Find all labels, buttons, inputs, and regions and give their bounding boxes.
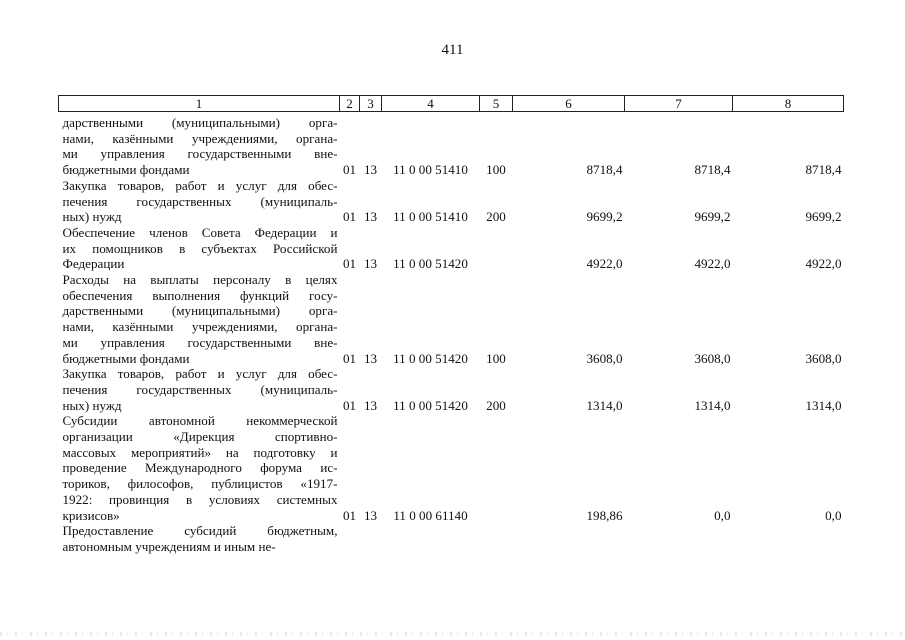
subsection-code: 13	[363, 507, 378, 523]
description-line: ных) нужд	[62, 397, 122, 413]
description-line: дарственными (муниципальными) орга-	[62, 303, 338, 319]
target-article-code: 11 0 00 51420	[393, 256, 468, 272]
target-article-code: 11 0 00 51420	[393, 350, 468, 366]
description-line: печения государственных (муниципаль-	[62, 193, 338, 209]
description-line: проведение Международного форума ис-	[62, 460, 338, 476]
table-row	[59, 225, 844, 272]
amount-year-3: 0,0	[825, 507, 842, 523]
expense-type-code	[480, 225, 513, 272]
description-line: ных) нужд	[62, 209, 122, 225]
description-line: Субсидии автономной некоммерческой	[62, 413, 338, 429]
page-number: 411	[441, 42, 464, 58]
section-code: 01	[342, 507, 357, 523]
column-header-2: 2	[340, 96, 360, 112]
column-header-1: 1	[59, 96, 340, 112]
column-header-4: 4	[382, 96, 480, 112]
amount-year-1: 4922,0	[586, 256, 623, 272]
row-description	[59, 366, 340, 413]
section-code: 01	[342, 162, 357, 178]
subsection-code: 13	[363, 162, 378, 178]
description-line: дарственными (муниципальными) орга-	[62, 115, 338, 130]
target-article-code: 11 0 00 51410	[393, 162, 468, 178]
amount-year-1: 9699,2	[586, 209, 623, 225]
description-line: массовых мероприятий» на подготовку и	[62, 444, 338, 460]
amount-year-3: 8718,4	[805, 162, 842, 178]
expense-type-code: 100	[486, 350, 506, 366]
expense-type-code: 200	[486, 397, 506, 413]
description-line: ториков, философов, публицистов «1917-	[62, 476, 338, 492]
amount-year-1	[513, 523, 625, 554]
amount-year-2	[625, 523, 733, 554]
target-article-code: 11 0 00 61140	[393, 507, 468, 523]
table-row	[59, 115, 844, 178]
subsection-code: 13	[363, 256, 378, 272]
row-description	[59, 115, 340, 178]
target-article-code: 11 0 00 51420	[393, 397, 468, 413]
target-article-code	[382, 523, 480, 554]
column-header-6: 6	[513, 96, 625, 112]
row-description	[59, 272, 340, 366]
amount-year-1: 3608,0	[586, 350, 623, 366]
row-description	[59, 523, 340, 554]
table-row	[59, 413, 844, 523]
amount-year-1: 1314,0	[586, 397, 623, 413]
section-code: 01	[342, 397, 357, 413]
expense-type-code	[480, 413, 513, 523]
description-line: печения государственных (муниципаль-	[62, 381, 338, 397]
column-header-8: 8	[733, 96, 844, 112]
subsection-code: 13	[363, 350, 378, 366]
table-body	[59, 115, 844, 555]
table-row	[59, 523, 844, 554]
description-line: Обеспечение членов Совета Федерации и	[62, 224, 338, 240]
amount-year-3: 4922,0	[805, 256, 842, 272]
amount-year-3: 1314,0	[805, 397, 842, 413]
table-row	[59, 272, 844, 366]
description-line: нами, казёнными учреждениями, органа-	[62, 319, 338, 335]
amount-year-2: 1314,0	[694, 397, 731, 413]
description-line: Предоставление субсидий бюджетным,	[62, 523, 338, 539]
amount-year-2: 9699,2	[694, 209, 731, 225]
scan-noise	[0, 632, 905, 636]
expense-type-code: 100	[486, 162, 506, 178]
description-line: обеспечения выполнения функций госу-	[62, 287, 338, 303]
amount-year-3: 3608,0	[805, 350, 842, 366]
section-code	[340, 523, 360, 554]
description-line: кризисов»	[62, 507, 120, 523]
section-code: 01	[342, 350, 357, 366]
description-line: Закупка товаров, работ и услуг для обес-	[62, 177, 338, 193]
amount-year-1: 198,86	[586, 507, 623, 523]
description-line: бюджетными фондами	[62, 350, 190, 366]
description-line: Расходы на выплаты персоналу в целях	[62, 272, 338, 288]
table-header-row	[59, 96, 844, 112]
row-description	[59, 178, 340, 225]
target-article-code: 11 0 00 51410	[393, 209, 468, 225]
description-line: нами, казёнными учреждениями, органа-	[62, 130, 338, 146]
table-row	[59, 366, 844, 413]
amount-year-2: 8718,4	[694, 162, 731, 178]
expense-type-code	[480, 523, 513, 554]
column-header-7: 7	[625, 96, 733, 112]
subsection-code: 13	[363, 397, 378, 413]
budget-table	[58, 95, 844, 555]
expense-type-code: 200	[486, 209, 506, 225]
subsection-code: 13	[363, 209, 378, 225]
section-code: 01	[342, 256, 357, 272]
description-line: 1922: провинция в условиях системных	[62, 491, 338, 507]
description-line: организации «Дирекция спортивно-	[62, 429, 338, 445]
description-line: автономным учреждениям и иным не-	[62, 538, 276, 554]
description-line: ми управления государственными вне-	[62, 334, 338, 350]
amount-year-2: 3608,0	[694, 350, 731, 366]
table-row	[59, 178, 844, 225]
row-description	[59, 225, 340, 272]
amount-year-2: 4922,0	[694, 256, 731, 272]
amount-year-3: 9699,2	[805, 209, 842, 225]
description-line: ми управления государственными вне-	[62, 146, 338, 162]
description-line: бюджетными фондами	[62, 162, 190, 178]
row-description	[59, 413, 340, 523]
amount-year-1: 8718,4	[586, 162, 623, 178]
description-line: Федерации	[62, 256, 125, 272]
description-line: их помощников в субъектах Российской	[62, 240, 338, 256]
subsection-code	[360, 523, 382, 554]
section-code: 01	[342, 209, 357, 225]
column-header-5: 5	[480, 96, 513, 112]
amount-year-3	[733, 523, 844, 554]
amount-year-2: 0,0	[714, 507, 731, 523]
column-header-3: 3	[360, 96, 382, 112]
description-line: Закупка товаров, работ и услуг для обес-	[62, 366, 338, 382]
